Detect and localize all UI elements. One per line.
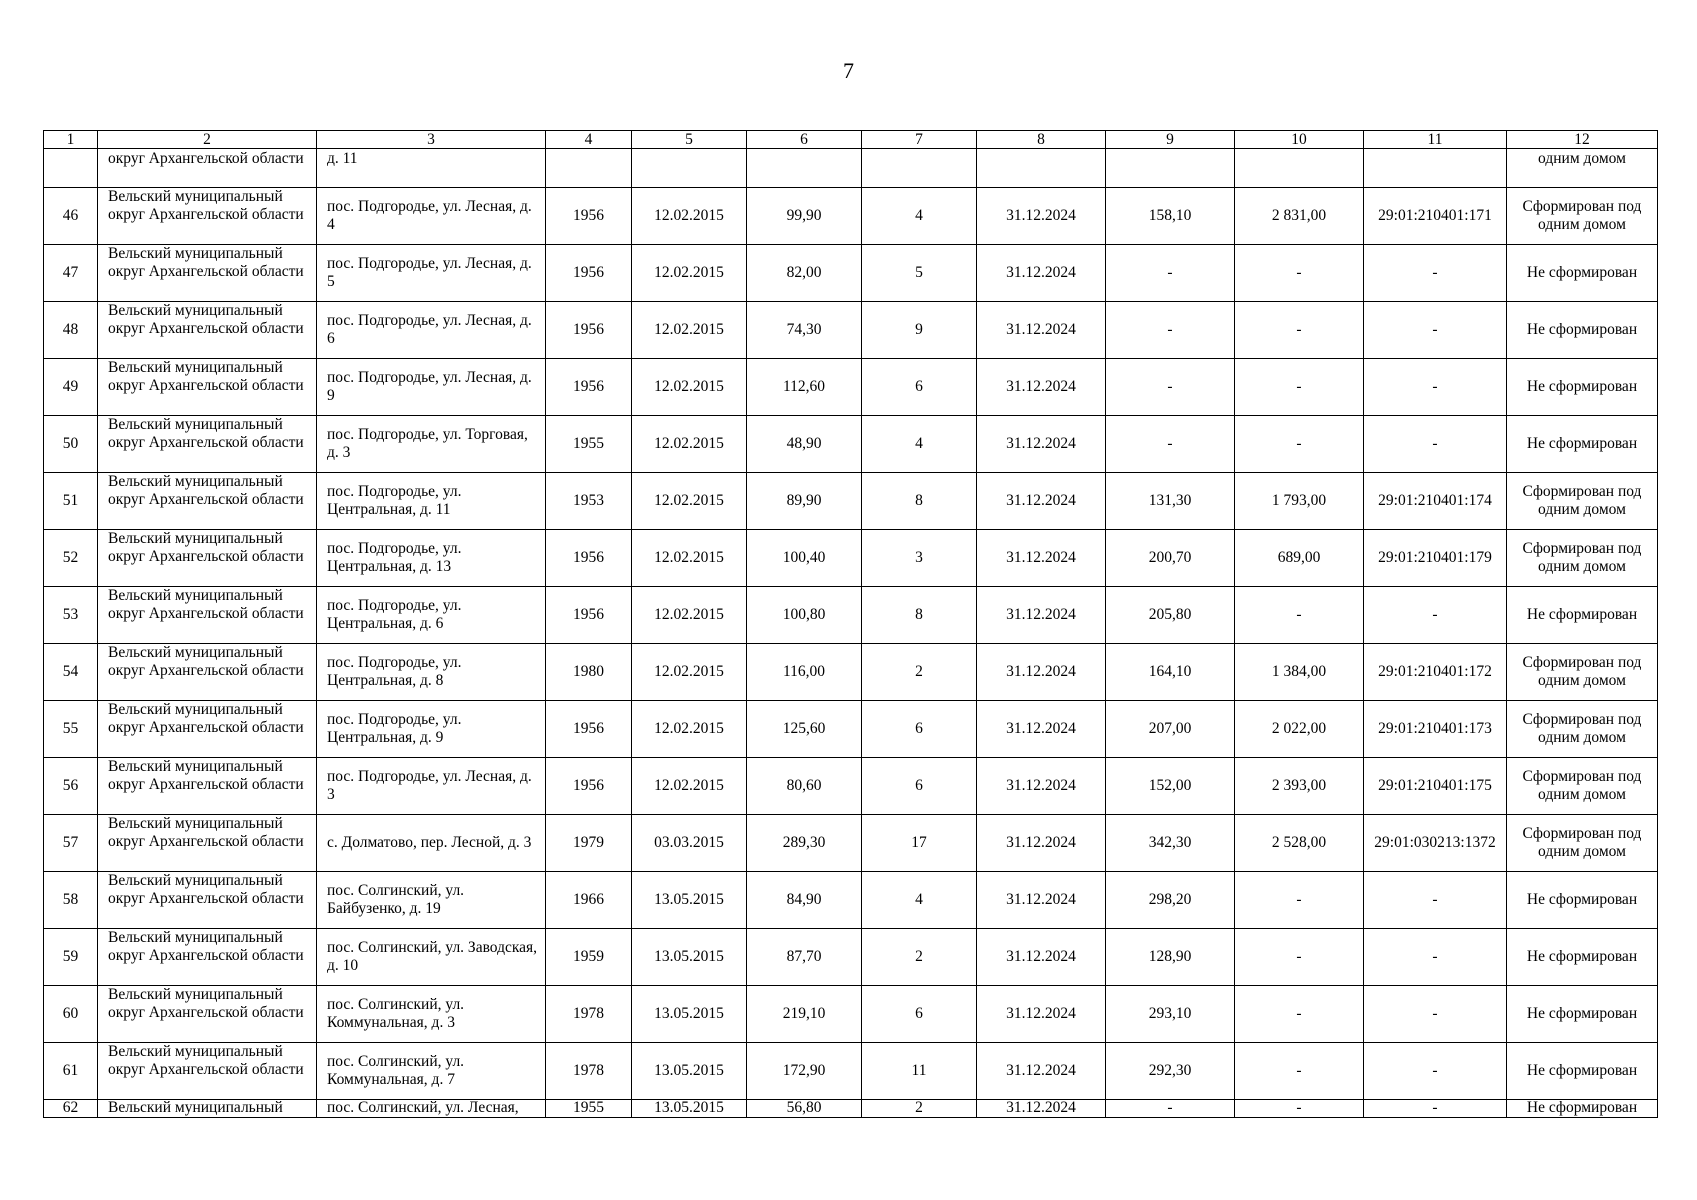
cell-num: 46 [44, 188, 98, 245]
cell-owner: Вельский муниципальный округ Архангельской области [98, 416, 317, 473]
cell-year: 1966 [546, 872, 632, 929]
cell-residents: 4 [862, 416, 977, 473]
cell-deadline: 31.12.2024 [977, 530, 1106, 587]
cell-deadline: 31.12.2024 [977, 359, 1106, 416]
housing-registry-table [43, 130, 1658, 1118]
cell-cadastral: - [1364, 359, 1507, 416]
column-number: 4 [546, 131, 632, 149]
table-row [44, 701, 1658, 758]
cell-year: 1956 [546, 245, 632, 302]
cell-address: д. 11 [317, 149, 546, 188]
table-row [44, 587, 1658, 644]
cell-area: 80,60 [747, 758, 862, 815]
cell-num: 51 [44, 473, 98, 530]
cell-land-area: - [1106, 416, 1235, 473]
cell-status: Не сформирован [1507, 929, 1658, 986]
cell-status: Сформирован под одним домом [1507, 758, 1658, 815]
column-number: 6 [747, 131, 862, 149]
table-row [44, 359, 1658, 416]
cell-cost: 2 393,00 [1235, 758, 1364, 815]
cell-date: 12.02.2015 [632, 302, 747, 359]
cell-num: 60 [44, 986, 98, 1043]
cell-owner: Вельский муниципальный округ Архангельской области [98, 587, 317, 644]
cell-address: пос. Подгородье, ул. Центральная, д. 8 [317, 644, 546, 701]
cell-residents [862, 149, 977, 188]
cell-date: 13.05.2015 [632, 1100, 747, 1118]
cell-status: Сформирован под одним домом [1507, 644, 1658, 701]
cell-cadastral: 29:01:210401:172 [1364, 644, 1507, 701]
cell-num [44, 149, 98, 188]
cell-owner: Вельский муниципальный округ Архангельской области [98, 701, 317, 758]
cell-area: 112,60 [747, 359, 862, 416]
cell-date: 12.02.2015 [632, 416, 747, 473]
cell-deadline [977, 149, 1106, 188]
cell-address: пос. Солгинский, ул. Байбузенко, д. 19 [317, 872, 546, 929]
cell-area: 74,30 [747, 302, 862, 359]
cell-year: 1953 [546, 473, 632, 530]
cell-date: 12.02.2015 [632, 245, 747, 302]
cell-cadastral: 29:01:210401:175 [1364, 758, 1507, 815]
table-row [44, 929, 1658, 986]
cell-owner: Вельский муниципальный округ Архангельской области [98, 872, 317, 929]
cell-address: пос. Подгородье, ул. Лесная, д. 5 [317, 245, 546, 302]
cell-deadline: 31.12.2024 [977, 587, 1106, 644]
cell-cost: 2 022,00 [1235, 701, 1364, 758]
cell-address: пос. Подгородье, ул. Центральная, д. 9 [317, 701, 546, 758]
cell-land-area: 128,90 [1106, 929, 1235, 986]
cell-status: Сформирован под одним домом [1507, 815, 1658, 872]
column-number: 3 [317, 131, 546, 149]
cell-deadline: 31.12.2024 [977, 758, 1106, 815]
cell-status: Не сформирован [1507, 359, 1658, 416]
cell-date: 13.05.2015 [632, 872, 747, 929]
cell-deadline: 31.12.2024 [977, 929, 1106, 986]
cell-deadline: 31.12.2024 [977, 188, 1106, 245]
cell-land-area: 131,30 [1106, 473, 1235, 530]
cell-area: 116,00 [747, 644, 862, 701]
cell-area: 100,80 [747, 587, 862, 644]
cell-area [747, 149, 862, 188]
table-row [44, 986, 1658, 1043]
cell-status: Сформирован под одним домом [1507, 701, 1658, 758]
cell-num: 50 [44, 416, 98, 473]
cell-owner: Вельский муниципальный округ Архангельской области [98, 359, 317, 416]
cell-year: 1956 [546, 530, 632, 587]
cell-owner: Вельский муниципальный [98, 1100, 317, 1118]
cell-cadastral: - [1364, 1100, 1507, 1118]
cell-land-area: - [1106, 302, 1235, 359]
cell-cost: 1 793,00 [1235, 473, 1364, 530]
cell-year: 1956 [546, 302, 632, 359]
cell-address: пос. Подгородье, ул. Лесная, д. 6 [317, 302, 546, 359]
cell-residents: 6 [862, 701, 977, 758]
table-row [44, 149, 1658, 188]
cell-status: Сформирован под одним домом [1507, 473, 1658, 530]
cell-residents: 6 [862, 758, 977, 815]
cell-year: 1956 [546, 758, 632, 815]
table-row [44, 473, 1658, 530]
cell-date: 12.02.2015 [632, 701, 747, 758]
cell-land-area [1106, 149, 1235, 188]
cell-cost: - [1235, 359, 1364, 416]
cell-area: 100,40 [747, 530, 862, 587]
cell-status: Сформирован под одним домом [1507, 530, 1658, 587]
cell-year: 1978 [546, 1043, 632, 1100]
cell-status: Не сформирован [1507, 986, 1658, 1043]
cell-deadline: 31.12.2024 [977, 416, 1106, 473]
cell-year: 1956 [546, 701, 632, 758]
cell-address: пос. Солгинский, ул. Лесная, [317, 1100, 546, 1118]
cell-status: Не сформирован [1507, 1043, 1658, 1100]
cell-cadastral: - [1364, 587, 1507, 644]
cell-area: 219,10 [747, 986, 862, 1043]
cell-num: 62 [44, 1100, 98, 1118]
cell-cost: - [1235, 1043, 1364, 1100]
table-row [44, 302, 1658, 359]
cell-deadline: 31.12.2024 [977, 644, 1106, 701]
cell-year: 1959 [546, 929, 632, 986]
cell-cadastral: - [1364, 416, 1507, 473]
cell-address: пос. Солгинский, ул. Коммунальная, д. 3 [317, 986, 546, 1043]
cell-address: пос. Подгородье, ул. Центральная, д. 11 [317, 473, 546, 530]
cell-area: 56,80 [747, 1100, 862, 1118]
cell-owner: Вельский муниципальный округ Архангельской области [98, 530, 317, 587]
cell-cost: - [1235, 302, 1364, 359]
table-row [44, 815, 1658, 872]
cell-owner: округ Архангельской области [98, 149, 317, 188]
column-number: 5 [632, 131, 747, 149]
cell-num: 49 [44, 359, 98, 416]
cell-owner: Вельский муниципальный округ Архангельской области [98, 815, 317, 872]
cell-area: 84,90 [747, 872, 862, 929]
cell-residents: 3 [862, 530, 977, 587]
cell-cadastral: - [1364, 302, 1507, 359]
cell-num: 48 [44, 302, 98, 359]
cell-owner: Вельский муниципальный округ Архангельской области [98, 986, 317, 1043]
cell-date: 12.02.2015 [632, 530, 747, 587]
cell-deadline: 31.12.2024 [977, 302, 1106, 359]
cell-area: 89,90 [747, 473, 862, 530]
table-row [44, 644, 1658, 701]
cell-residents: 2 [862, 1100, 977, 1118]
cell-deadline: 31.12.2024 [977, 815, 1106, 872]
cell-cost: - [1235, 416, 1364, 473]
cell-num: 55 [44, 701, 98, 758]
cell-area: 289,30 [747, 815, 862, 872]
column-number-row [44, 131, 1658, 149]
cell-area: 82,00 [747, 245, 862, 302]
cell-residents: 5 [862, 245, 977, 302]
cell-year: 1956 [546, 587, 632, 644]
cell-area: 87,70 [747, 929, 862, 986]
cell-area: 125,60 [747, 701, 862, 758]
cell-year: 1955 [546, 1100, 632, 1118]
cell-address: с. Долматово, пер. Лесной, д. 3 [317, 815, 546, 872]
cell-year [546, 149, 632, 188]
cell-date: 13.05.2015 [632, 986, 747, 1043]
cell-num: 56 [44, 758, 98, 815]
cell-year: 1955 [546, 416, 632, 473]
cell-cost: 2 831,00 [1235, 188, 1364, 245]
cell-deadline: 31.12.2024 [977, 1100, 1106, 1118]
page-number: 7 [843, 58, 854, 83]
cell-residents: 8 [862, 587, 977, 644]
cell-residents: 6 [862, 986, 977, 1043]
cell-cadastral: - [1364, 929, 1507, 986]
cell-status: Не сформирован [1507, 872, 1658, 929]
column-number: 9 [1106, 131, 1235, 149]
cell-owner: Вельский муниципальный округ Архангельской области [98, 929, 317, 986]
cell-date: 12.02.2015 [632, 359, 747, 416]
cell-cadastral: - [1364, 872, 1507, 929]
cell-address: пос. Подгородье, ул. Лесная, д. 9 [317, 359, 546, 416]
cell-num: 53 [44, 587, 98, 644]
cell-cost: 689,00 [1235, 530, 1364, 587]
cell-cost: 2 528,00 [1235, 815, 1364, 872]
cell-date: 12.02.2015 [632, 188, 747, 245]
cell-num: 58 [44, 872, 98, 929]
cell-cadastral: 29:01:210401:174 [1364, 473, 1507, 530]
cell-address: пос. Солгинский, ул. Коммунальная, д. 7 [317, 1043, 546, 1100]
table-row [44, 1100, 1658, 1118]
cell-cost: - [1235, 245, 1364, 302]
cell-residents: 11 [862, 1043, 977, 1100]
cell-date [632, 149, 747, 188]
cell-owner: Вельский муниципальный округ Архангельской области [98, 188, 317, 245]
cell-owner: Вельский муниципальный округ Архангельской области [98, 302, 317, 359]
cell-cost: - [1235, 587, 1364, 644]
cell-num: 54 [44, 644, 98, 701]
column-number: 7 [862, 131, 977, 149]
cell-area: 172,90 [747, 1043, 862, 1100]
cell-status: Не сформирован [1507, 416, 1658, 473]
column-number: 2 [98, 131, 317, 149]
cell-status: Не сформирован [1507, 587, 1658, 644]
cell-address: пос. Подгородье, ул. Лесная, д. 3 [317, 758, 546, 815]
cell-year: 1979 [546, 815, 632, 872]
cell-cadastral: 29:01:030213:1372 [1364, 815, 1507, 872]
cell-land-area: 207,00 [1106, 701, 1235, 758]
cell-year: 1978 [546, 986, 632, 1043]
cell-status: Сформирован под одним домом [1507, 188, 1658, 245]
table-row [44, 245, 1658, 302]
cell-status: Не сформирован [1507, 1100, 1658, 1118]
cell-num: 47 [44, 245, 98, 302]
cell-cost: - [1235, 929, 1364, 986]
cell-address: пос. Подгородье, ул. Центральная, д. 6 [317, 587, 546, 644]
cell-address: пос. Солгинский, ул. Заводская, д. 10 [317, 929, 546, 986]
cell-cadastral: 29:01:210401:179 [1364, 530, 1507, 587]
table-row [44, 530, 1658, 587]
cell-status: Не сформирован [1507, 245, 1658, 302]
cell-land-area: - [1106, 359, 1235, 416]
cell-cadastral: 29:01:210401:171 [1364, 188, 1507, 245]
cell-land-area: 293,10 [1106, 986, 1235, 1043]
cell-status: Не сформирован [1507, 302, 1658, 359]
cell-land-area: 342,30 [1106, 815, 1235, 872]
cell-year: 1980 [546, 644, 632, 701]
table-row [44, 416, 1658, 473]
cell-residents: 4 [862, 872, 977, 929]
cell-owner: Вельский муниципальный округ Архангельской области [98, 1043, 317, 1100]
cell-date: 12.02.2015 [632, 758, 747, 815]
column-number: 1 [44, 131, 98, 149]
cell-num: 52 [44, 530, 98, 587]
cell-residents: 4 [862, 188, 977, 245]
cell-land-area: - [1106, 245, 1235, 302]
cell-land-area: 164,10 [1106, 644, 1235, 701]
cell-year: 1956 [546, 359, 632, 416]
cell-num: 61 [44, 1043, 98, 1100]
cell-cadastral: 29:01:210401:173 [1364, 701, 1507, 758]
cell-land-area: 292,30 [1106, 1043, 1235, 1100]
cell-date: 12.02.2015 [632, 473, 747, 530]
cell-land-area: 205,80 [1106, 587, 1235, 644]
cell-residents: 9 [862, 302, 977, 359]
cell-num: 57 [44, 815, 98, 872]
cell-owner: Вельский муниципальный округ Архангельской области [98, 245, 317, 302]
cell-cadastral: - [1364, 245, 1507, 302]
cell-owner: Вельский муниципальный округ Архангельской области [98, 758, 317, 815]
cell-cadastral: - [1364, 986, 1507, 1043]
column-number: 8 [977, 131, 1106, 149]
cell-residents: 2 [862, 929, 977, 986]
cell-land-area: 298,20 [1106, 872, 1235, 929]
cell-land-area: 152,00 [1106, 758, 1235, 815]
cell-land-area: 158,10 [1106, 188, 1235, 245]
cell-address: пос. Подгородье, ул. Торговая, д. 3 [317, 416, 546, 473]
cell-date: 12.02.2015 [632, 644, 747, 701]
table-row [44, 1043, 1658, 1100]
cell-cost: - [1235, 872, 1364, 929]
cell-deadline: 31.12.2024 [977, 701, 1106, 758]
cell-cost: 1 384,00 [1235, 644, 1364, 701]
table-row [44, 758, 1658, 815]
cell-date: 12.02.2015 [632, 587, 747, 644]
cell-status: одним домом [1507, 149, 1658, 188]
cell-cost [1235, 149, 1364, 188]
cell-deadline: 31.12.2024 [977, 245, 1106, 302]
cell-cost: - [1235, 986, 1364, 1043]
cell-deadline: 31.12.2024 [977, 872, 1106, 929]
cell-owner: Вельский муниципальный округ Архангельской области [98, 644, 317, 701]
cell-address: пос. Подгородье, ул. Лесная, д. 4 [317, 188, 546, 245]
cell-address: пос. Подгородье, ул. Центральная, д. 13 [317, 530, 546, 587]
cell-residents: 2 [862, 644, 977, 701]
cell-residents: 17 [862, 815, 977, 872]
table-row [44, 872, 1658, 929]
cell-date: 13.05.2015 [632, 1043, 747, 1100]
cell-date: 13.05.2015 [632, 929, 747, 986]
cell-area: 99,90 [747, 188, 862, 245]
cell-residents: 6 [862, 359, 977, 416]
cell-year: 1956 [546, 188, 632, 245]
cell-deadline: 31.12.2024 [977, 473, 1106, 530]
column-number: 10 [1235, 131, 1364, 149]
cell-deadline: 31.12.2024 [977, 1043, 1106, 1100]
cell-num: 59 [44, 929, 98, 986]
cell-residents: 8 [862, 473, 977, 530]
column-number: 12 [1507, 131, 1658, 149]
cell-cost: - [1235, 1100, 1364, 1118]
cell-deadline: 31.12.2024 [977, 986, 1106, 1043]
cell-cadastral [1364, 149, 1507, 188]
cell-land-area: - [1106, 1100, 1235, 1118]
cell-owner: Вельский муниципальный округ Архангельской области [98, 473, 317, 530]
cell-area: 48,90 [747, 416, 862, 473]
cell-cadastral: - [1364, 1043, 1507, 1100]
table-row [44, 188, 1658, 245]
cell-land-area: 200,70 [1106, 530, 1235, 587]
cell-date: 03.03.2015 [632, 815, 747, 872]
column-number: 11 [1364, 131, 1507, 149]
